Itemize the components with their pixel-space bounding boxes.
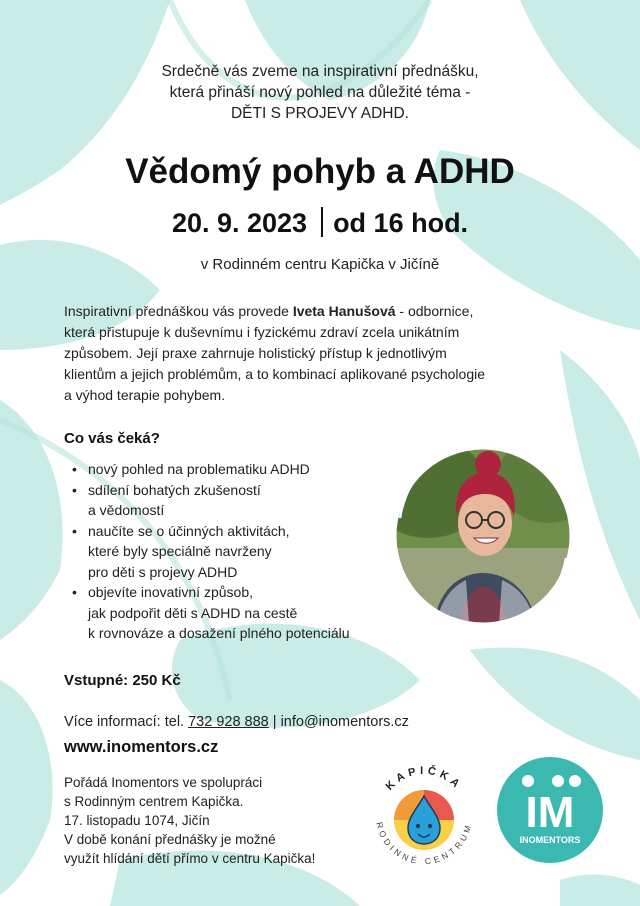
bio-line: a výhod terapie pohybem.	[64, 387, 226, 403]
list-item-line: • objevíte inovativní způsob,	[88, 584, 253, 600]
footer-line: využít hlídání dětí přímo v centru Kapička!	[64, 851, 316, 866]
what-to-expect-heading: Co vás čeká?	[64, 430, 160, 447]
bio-line: způsobem. Její praxe zahrnuje holistický přístup k jednotlivým	[64, 345, 447, 361]
organizer-info	[64, 773, 315, 868]
footer-line: V době konání přednášky je možné	[64, 832, 276, 847]
event-title: Vědomý pohyb a ADHD	[125, 152, 515, 191]
bio-line: která přistupuje k duševnímu i fyzickému zdraví zcela unikátním	[64, 324, 460, 340]
contact-prefix: Více informací: tel.	[64, 714, 189, 730]
list-item-line: • naučíte se o účinných aktivitách,	[88, 522, 290, 539]
event-datetime	[0, 207, 640, 239]
website-link[interactable]: www.inomentors.cz	[64, 738, 219, 756]
inomentors-monogram: IM	[525, 788, 575, 837]
admission-price: Vstupné: 250 Kč	[64, 672, 181, 689]
event-time: od 16 hod.	[333, 208, 469, 238]
event-venue: v Rodinném centru Kapička v Jičíně	[200, 256, 440, 273]
phone-link[interactable]: 732 928 888	[188, 714, 269, 730]
list-item	[64, 480, 404, 521]
intro-line: Srdečně vás zveme na inspirativní přednášku,	[161, 63, 479, 80]
speaker-bio	[64, 301, 604, 406]
list-item	[64, 582, 404, 644]
expect-list	[64, 459, 404, 644]
list-item-line: a vědomostí	[88, 502, 165, 518]
bio-line	[64, 301, 604, 322]
list-item-line: jak podpořit děti s ADHD na cestě	[88, 604, 298, 621]
contact-info	[64, 714, 409, 730]
event-date: 20. 9. 2023	[171, 208, 308, 238]
inomentors-wordmark: INOMENTORS	[519, 835, 581, 845]
kapicka-logo	[362, 754, 486, 878]
bio-lead: Inspirativní přednáškou vás provede	[64, 303, 293, 319]
footer-line: 17. listopadu 1074, Jičín	[64, 813, 210, 828]
intro-line: DĚTI S PROJEVY ADHD.	[230, 105, 409, 122]
intro-text	[0, 61, 640, 124]
footer-line: Pořádá Inomentors ve spolupráci	[64, 775, 263, 790]
speaker-photo	[388, 428, 578, 638]
footer-line: s Rodinným centrem Kapička.	[64, 794, 244, 809]
list-item	[64, 521, 404, 583]
list-item-line: • nový pohled na problematiku ADHD	[88, 461, 310, 477]
list-item-line: • sdílení bohatých zkušeností	[88, 481, 261, 498]
datetime-divider	[321, 207, 323, 237]
bio-line1-rest: - odbornice,	[395, 303, 474, 319]
kapicka-logo-bottom-text: RODINNÉ CENTRUM	[374, 820, 474, 867]
intro-line: která přináší nový pohled na důležité téma -	[169, 84, 471, 101]
list-item-line: které byly speciálně navrženy	[88, 543, 272, 559]
list-item-line: k rovnováze a dosažení plného potenciálu	[88, 625, 350, 641]
kapicka-logo-top-text: KAPIČKA	[383, 764, 465, 793]
list-item	[64, 459, 404, 480]
inomentors-logo	[495, 755, 605, 865]
list-item-line: pro děti s projevy ADHD	[88, 563, 238, 580]
speaker-name: Iveta Hanušová	[292, 303, 396, 319]
contact-separator: |	[268, 714, 281, 730]
email-link[interactable]: info@inomentors.cz	[280, 714, 409, 730]
bio-line: klientům a jejich problémům, a to kombinací aplikované psychologie	[64, 366, 485, 382]
